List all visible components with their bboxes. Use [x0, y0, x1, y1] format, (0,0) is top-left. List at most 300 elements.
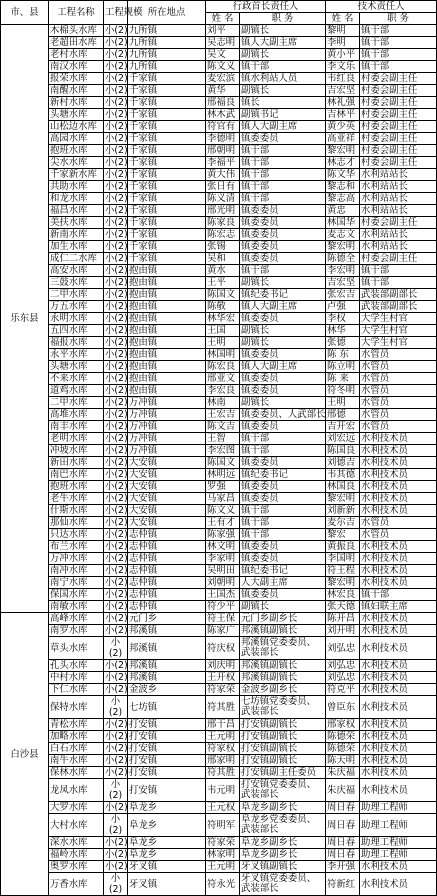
tech-post-cell: 水利技术员: [360, 577, 437, 589]
table-row: [1, 529, 437, 541]
admin-post-cell: 镇委委员: [240, 541, 326, 553]
project-name-cell: 奥罗水库: [49, 861, 104, 873]
scale-cell: 小(2): [105, 325, 128, 336]
location-cell: 志仲镇: [128, 565, 206, 577]
scale-cell: 小(2): [104, 873, 128, 896]
project-name-cell: 大罗水库: [49, 802, 104, 814]
scale-cell: 小(2): [105, 301, 128, 312]
admin-name-cell: 王开权: [206, 672, 240, 684]
project-name-cell: 老村水库: [49, 49, 104, 61]
project-name-cell: 二甲水库: [49, 289, 104, 301]
project-name-cell: 福报水库: [49, 337, 104, 349]
admin-post-cell: 打安镇副主任委员: [240, 767, 326, 779]
project-name-cell: 大村水库: [49, 814, 104, 837]
location-cell: 大安镇: [128, 517, 206, 529]
scale-cell: 小(2): [104, 814, 128, 837]
tech-post-cell: 水利技术员: [360, 684, 437, 696]
location-cell: 志仲镇: [128, 553, 206, 565]
admin-post-cell: 打安镇副镇长: [240, 743, 326, 755]
location-cell: 千家镇: [128, 73, 206, 85]
location-cell: 大安镇: [128, 493, 206, 505]
tech-post-cell: 武装部副部长: [360, 289, 437, 301]
location-cell: 抱由镇: [128, 301, 206, 313]
admin-post-cell: 打安镇副镇长: [240, 731, 326, 743]
project-name-cell: 南宁水库: [49, 577, 104, 589]
tech-name-cell: 刘宏远: [326, 433, 360, 445]
admin-name-cell: 陈国文: [206, 289, 240, 301]
scale-cell: 小(2): [105, 253, 128, 264]
project-name-cell: 老明水库: [49, 433, 104, 445]
scale-cell: 小(2): [105, 61, 128, 72]
project-name-cell: 抱班水库: [49, 145, 104, 157]
scale-cell: 小(2): [105, 397, 128, 408]
tech-post-cell: 水利站站长: [360, 181, 437, 193]
tech-post-cell: 水利技术员: [360, 469, 437, 481]
admin-post-cell: 镇长: [240, 97, 326, 109]
project-name-cell: 不来水库: [49, 373, 104, 385]
admin-name-cell: 符其胜: [206, 696, 240, 719]
table-row: [1, 779, 437, 802]
tech-name-cell: 陈德全: [326, 253, 360, 265]
scale-cell: 小(2): [105, 277, 128, 288]
admin-post-cell: 副镇长: [240, 337, 326, 349]
admin-post-cell: 镇委委员: [240, 481, 326, 493]
admin-post-cell: 牙叉镇副镇长: [240, 861, 326, 873]
location-cell: 抱由镇: [128, 313, 206, 325]
admin-post-cell: 邦溪镇副镇长: [240, 672, 326, 684]
admin-post-cell: 牙叉镇党委委员、武装部长: [240, 873, 326, 896]
admin-name-cell: 王元权: [206, 802, 240, 814]
admin-name-cell: 符少平: [206, 601, 240, 613]
admin-name-cell: 李宏良: [206, 385, 240, 397]
tech-post-cell: 水利技术员: [360, 505, 437, 517]
location-cell: 打安镇: [128, 719, 206, 731]
tech-name-cell: 陈天明: [326, 755, 360, 767]
admin-post-cell: 镇委委员: [240, 457, 326, 469]
tech-name-cell: 林华: [326, 325, 360, 337]
tech-post-cell: 水利技术员: [360, 743, 437, 755]
location-cell: 志仲镇: [128, 589, 206, 601]
location-cell: 阜龙乡: [128, 849, 206, 861]
admin-post-cell: 镇干部: [240, 145, 326, 157]
tech-post-cell: 水利站站长: [360, 205, 437, 217]
tech-name-cell: 李国明: [326, 553, 360, 565]
tech-post-cell: 水利站站长: [360, 169, 437, 181]
admin-post-cell: 镇干部: [240, 445, 326, 457]
project-name-cell: 南巴水库: [49, 469, 104, 481]
tech-post-cell: 镇干部: [360, 49, 437, 61]
table-row: [1, 145, 437, 157]
admin-post-cell: 镇委委员: [240, 205, 326, 217]
table-row: [1, 493, 437, 505]
scale-cell: 小(2): [104, 637, 128, 660]
admin-post-cell: 镇干部: [240, 529, 326, 541]
tech-name-cell: 黄忠: [326, 205, 360, 217]
project-name-cell: 冲坡水库: [49, 445, 104, 457]
scale-cell: 小(2): [105, 25, 128, 36]
admin-name-cell: 林国明: [206, 349, 240, 361]
table-row: [1, 277, 437, 289]
table-row: [1, 637, 437, 660]
admin-name-cell: 陈家广: [206, 625, 240, 637]
tech-name-cell: 韦红良: [326, 73, 360, 85]
admin-post-cell: 镇委委员: [240, 241, 326, 253]
project-name-cell: 深水水库: [49, 837, 104, 849]
scale-cell: 小(2): [105, 743, 128, 754]
tech-post-cell: 镇干部: [360, 265, 437, 277]
tech-post-cell: 水管员: [360, 349, 437, 361]
scale-cell: 小(2): [105, 577, 128, 588]
location-cell: 志仲镇: [128, 601, 206, 613]
location-cell: 千家镇: [128, 169, 206, 181]
table-row: [1, 37, 437, 49]
admin-name-cell: 林家明: [206, 849, 240, 861]
admin-name-cell: 刘庆明: [206, 660, 240, 672]
scale-cell: 小(2): [105, 625, 128, 636]
project-name-cell: 千家新水库: [49, 169, 104, 181]
admin-name-cell: 王元明: [206, 731, 240, 743]
admin-name-cell: 邢福良: [206, 97, 240, 109]
admin-name-cell: 林华宏: [206, 313, 240, 325]
tech-post-cell: 水利站站长: [360, 229, 437, 241]
tech-name-cell: 符新红: [326, 873, 360, 896]
project-name-cell: 青松水库: [49, 719, 104, 731]
location-cell: 大安镇: [128, 469, 206, 481]
scale-cell: 小(2): [105, 767, 128, 778]
admin-post-cell: 镇委委员: [240, 133, 326, 145]
admin-name-cell: 邢干昌: [206, 719, 240, 731]
project-name-cell: 高峰水库: [49, 613, 104, 625]
table-row: [1, 373, 437, 385]
table-row: [1, 589, 437, 601]
tech-name-cell: 陈国良: [326, 445, 360, 457]
table-row: [1, 337, 437, 349]
admin-name-cell: 刘平: [206, 25, 240, 37]
table-row: [1, 481, 437, 493]
tech-post-cell: 水管员: [360, 409, 437, 421]
tech-post-cell: 水管员: [360, 361, 437, 373]
location-cell: 牙叉镇: [128, 861, 206, 873]
tech-post-cell: 水利技术员: [360, 660, 437, 672]
admin-post-cell: 镇干部: [240, 157, 326, 169]
project-name-cell: 木棉头水库: [49, 25, 104, 37]
tech-post-cell: 水管员: [360, 421, 437, 433]
table-row: [1, 181, 437, 193]
table-row: [1, 672, 437, 684]
location-cell: 打安镇: [128, 779, 206, 802]
header-tech-post: 职 务: [360, 13, 437, 25]
location-cell: 元门乡: [128, 613, 206, 625]
scale-cell: 小(2): [104, 779, 128, 802]
admin-post-cell: 副镇长: [240, 49, 326, 61]
table-row: [1, 553, 437, 565]
tech-post-cell: 水利技术员: [360, 493, 437, 505]
scale-cell: 小(2): [105, 755, 128, 766]
tech-name-cell: 黄小平: [326, 49, 360, 61]
project-name-cell: 万五水库: [49, 301, 104, 313]
admin-name-cell: 王明: [206, 337, 240, 349]
admin-name-cell: 符家权: [206, 743, 240, 755]
admin-post-cell: 元门乡副乡长: [240, 613, 326, 625]
scale-cell: 小(2): [105, 613, 128, 624]
admin-post-cell: 镇干部: [240, 505, 326, 517]
scale-cell: 小(2): [105, 481, 128, 492]
tech-post-cell: 大学生村官: [360, 337, 437, 349]
tech-name-cell: 朱庆福: [326, 779, 360, 802]
admin-name-cell: 符庆权: [206, 637, 240, 660]
admin-name-cell: 王有才: [206, 517, 240, 529]
table-row: [1, 385, 437, 397]
tech-name-cell: 刘弘忠: [326, 660, 360, 672]
tech-name-cell: 黄少英: [326, 121, 360, 133]
tech-post-cell: 镇妇联主席: [360, 601, 437, 613]
table-row: [1, 802, 437, 814]
tech-name-cell: 李权: [326, 313, 360, 325]
tech-post-cell: 助理工程师: [360, 837, 437, 849]
county-cell: 白沙县: [1, 613, 49, 896]
table-row: [1, 325, 437, 337]
admin-post-cell: 镇人大副主席: [240, 121, 326, 133]
project-name-cell: 南汉水库: [49, 61, 104, 73]
table-row: [1, 755, 437, 767]
location-cell: 邦溪镇: [128, 637, 206, 660]
project-name-cell: 白石水库: [49, 743, 104, 755]
table-row: [1, 684, 437, 696]
admin-name-cell: 邢朝明: [206, 145, 240, 157]
scale-cell: 小(2): [105, 433, 128, 444]
location-cell: 抱由镇: [128, 337, 206, 349]
table-row: [1, 505, 437, 517]
project-name-cell: 新村水库: [49, 97, 104, 109]
scale-cell: 小(2): [105, 684, 128, 695]
location-cell: 抱由镇: [128, 385, 206, 397]
project-name-cell: 南冲水库: [49, 565, 104, 577]
table-row: [1, 205, 437, 217]
header-project-scale: 工程规模: [104, 1, 128, 25]
project-name-cell: 加略水库: [49, 731, 104, 743]
admin-name-cell: 林明远: [206, 469, 240, 481]
location-cell: 志仲镇: [128, 541, 206, 553]
location-cell: 打安镇: [128, 743, 206, 755]
tech-name-cell: 林国良: [326, 481, 360, 493]
tech-name-cell: 陈 来: [326, 373, 360, 385]
scale-cell: 小(2): [105, 565, 128, 576]
location-cell: 牙叉镇: [128, 873, 206, 896]
tech-name-cell: 张天德: [326, 601, 360, 613]
admin-post-cell: 镇委委员: [240, 253, 326, 265]
scale-cell: 小(2): [105, 469, 128, 480]
table-row: [1, 457, 437, 469]
admin-name-cell: 符其胜: [206, 767, 240, 779]
project-name-cell: 新南水库: [49, 229, 104, 241]
tech-name-cell: 周日春: [326, 849, 360, 861]
admin-name-cell: 王元明: [206, 861, 240, 873]
table-row: [1, 241, 437, 253]
admin-name-cell: 陈家强: [206, 529, 240, 541]
table-row: [1, 157, 437, 169]
header-admin-post: 职 务: [240, 13, 326, 25]
location-cell: 邦溪镇: [128, 625, 206, 637]
tech-post-cell: 水利技术员: [360, 767, 437, 779]
tech-name-cell: 高亚祥: [326, 133, 360, 145]
location-cell: 九所镇: [128, 61, 206, 73]
county-cell: 乐东县: [1, 25, 49, 613]
table-row: [1, 601, 437, 613]
admin-post-cell: 阜龙乡副乡长: [240, 802, 326, 814]
admin-post-cell: 镇委委员: [240, 589, 326, 601]
project-name-cell: 头塘水库: [49, 109, 104, 121]
admin-name-cell: 邢光明: [206, 205, 240, 217]
admin-post-cell: 副镇长: [240, 601, 326, 613]
scale-cell: 小(2): [105, 289, 128, 300]
location-cell: 千家镇: [128, 109, 206, 121]
tech-name-cell: 刘弘忠: [326, 637, 360, 660]
admin-name-cell: 林南: [206, 397, 240, 409]
scale-cell: 小(2): [105, 421, 128, 432]
header-admin-name: 姓 名: [206, 13, 240, 25]
project-name-cell: 老超田水库: [49, 37, 104, 49]
project-name-cell: 南醒水库: [49, 85, 104, 97]
tech-name-cell: 林宏良: [326, 589, 360, 601]
admin-name-cell: 李德明: [206, 133, 240, 145]
header-county: 市、县: [1, 1, 49, 25]
admin-post-cell: 打安镇党委委员、武装部长: [240, 779, 326, 802]
table-row: [1, 445, 437, 457]
location-cell: 金波乡: [128, 684, 206, 696]
scale-cell: 小(2): [105, 731, 128, 742]
admin-post-cell: 镇干部: [240, 433, 326, 445]
table-row: [1, 814, 437, 837]
admin-post-cell: 镇委委员: [240, 421, 326, 433]
table-row: [1, 613, 437, 625]
tech-post-cell: 村委会副主任: [360, 109, 437, 121]
admin-name-cell: 陈国文: [206, 457, 240, 469]
header-project-name: 工程名称: [49, 1, 104, 25]
scale-cell: 小(2): [105, 217, 128, 228]
admin-post-cell: 镇纪委书记: [240, 289, 326, 301]
tech-name-cell: 吉林平: [326, 109, 360, 121]
tech-name-cell: 黎志和: [326, 181, 360, 193]
table-row: [1, 625, 437, 637]
admin-name-cell: 马家昌: [206, 493, 240, 505]
location-cell: 志仲镇: [128, 577, 206, 589]
tech-name-cell: 林志才: [326, 157, 360, 169]
scale-cell: 小(2): [105, 337, 128, 348]
header-tech-head: 技术责任人: [326, 1, 437, 13]
table-row: [1, 660, 437, 672]
admin-name-cell: 张日有: [206, 181, 240, 193]
admin-name-cell: 李宏图: [206, 445, 240, 457]
tech-name-cell: 刘德吉: [326, 457, 360, 469]
admin-post-cell: 七坊镇党委委员、武装部长: [240, 696, 326, 719]
admin-post-cell: 副镇书记: [240, 109, 326, 121]
admin-name-cell: 陈宏志: [206, 229, 240, 241]
admin-name-cell: 邢家明: [206, 755, 240, 767]
scale-cell: 小(2): [105, 145, 128, 156]
table-row: [1, 696, 437, 719]
admin-name-cell: 吴文: [206, 49, 240, 61]
location-cell: 打安镇: [128, 767, 206, 779]
tech-name-cell: 黎宏明: [326, 577, 360, 589]
location-cell: 千家镇: [128, 193, 206, 205]
table-row: [1, 517, 437, 529]
location-cell: 抱由镇: [128, 349, 206, 361]
location-cell: 万冲镇: [128, 433, 206, 445]
location-cell: 万冲镇: [128, 409, 206, 421]
admin-name-cell: 王智: [206, 433, 240, 445]
location-cell: 千家镇: [128, 229, 206, 241]
admin-post-cell: 镇委委员、人武部长: [241, 409, 326, 420]
tech-name-cell: 麦尔吉: [326, 517, 360, 529]
tech-name-cell: 符王程: [326, 565, 360, 577]
admin-name-cell: 黄华: [206, 85, 240, 97]
tech-post-cell: 水管员: [360, 385, 437, 397]
tech-name-cell: 李明: [326, 37, 360, 49]
scale-cell: 小(2): [105, 109, 128, 120]
admin-post-cell: 镇委委员: [240, 217, 326, 229]
admin-post-cell: 镇纪委书记: [240, 469, 326, 481]
scale-cell: 小(2): [105, 541, 128, 552]
project-name-cell: 草头水库: [49, 637, 104, 660]
project-name-cell: 下仁水库: [49, 684, 104, 696]
location-cell: 打安镇: [128, 731, 206, 743]
admin-post-cell: 阜龙乡副乡长: [240, 837, 326, 849]
project-name-cell: 中村水库: [49, 672, 104, 684]
project-name-cell: 万冲水库: [49, 553, 104, 565]
location-cell: 阜龙乡: [128, 814, 206, 837]
tech-post-cell: 水管员: [360, 517, 437, 529]
admin-name-cell: 林木武: [206, 109, 240, 121]
admin-post-cell: 镇纪委书记: [240, 565, 326, 577]
scale-cell: 小(2): [105, 457, 128, 468]
tech-name-cell: 黎宏明: [326, 145, 360, 157]
table-row: [1, 289, 437, 301]
admin-name-cell: 陈义清: [206, 193, 240, 205]
location-cell: 九所镇: [128, 25, 206, 37]
tech-post-cell: 水利技术员: [360, 553, 437, 565]
scale-cell: 小(2): [105, 265, 128, 276]
scale-cell: 小(2): [105, 445, 128, 456]
project-name-cell: 新田水库: [49, 457, 104, 469]
admin-name-cell: 林文明: [206, 541, 240, 553]
tech-name-cell: 黎宏明: [326, 241, 360, 253]
scale-cell: 小(2): [105, 169, 128, 180]
admin-post-cell: 阜龙乡副乡长: [240, 849, 326, 861]
project-name-cell: 龙凤水库: [49, 779, 104, 802]
scale-cell: 小(2): [105, 49, 128, 60]
location-cell: 千家镇: [128, 157, 206, 169]
scale-cell: 小(2): [105, 505, 128, 516]
tech-name-cell: 林礼强: [326, 97, 360, 109]
admin-post-cell: 邦溪镇党委委员、武装部长: [240, 637, 326, 660]
admin-name-cell: 吴志明: [206, 37, 240, 49]
tech-post-cell: 村委会副主任: [360, 85, 437, 97]
admin-name-cell: 陈文义: [206, 61, 240, 73]
tech-post-cell: 助理工程师: [360, 849, 437, 861]
scale-cell: 小(2): [104, 696, 128, 719]
project-name-cell: 尖水水库: [49, 157, 104, 169]
project-name-cell: 什斯水库: [49, 505, 104, 517]
tech-name-cell: 王明: [326, 397, 360, 409]
table-row: [1, 265, 437, 277]
header-tech-name: 姓 名: [326, 13, 360, 25]
tech-post-cell: 镇干部: [360, 277, 437, 289]
location-cell: 邦溪镇: [128, 660, 206, 672]
admin-name-cell: 邢亚文: [206, 373, 240, 385]
location-cell: 九所镇: [128, 49, 206, 61]
project-name-cell: 三鼓水库: [49, 277, 104, 289]
location-cell: 千家镇: [128, 97, 206, 109]
